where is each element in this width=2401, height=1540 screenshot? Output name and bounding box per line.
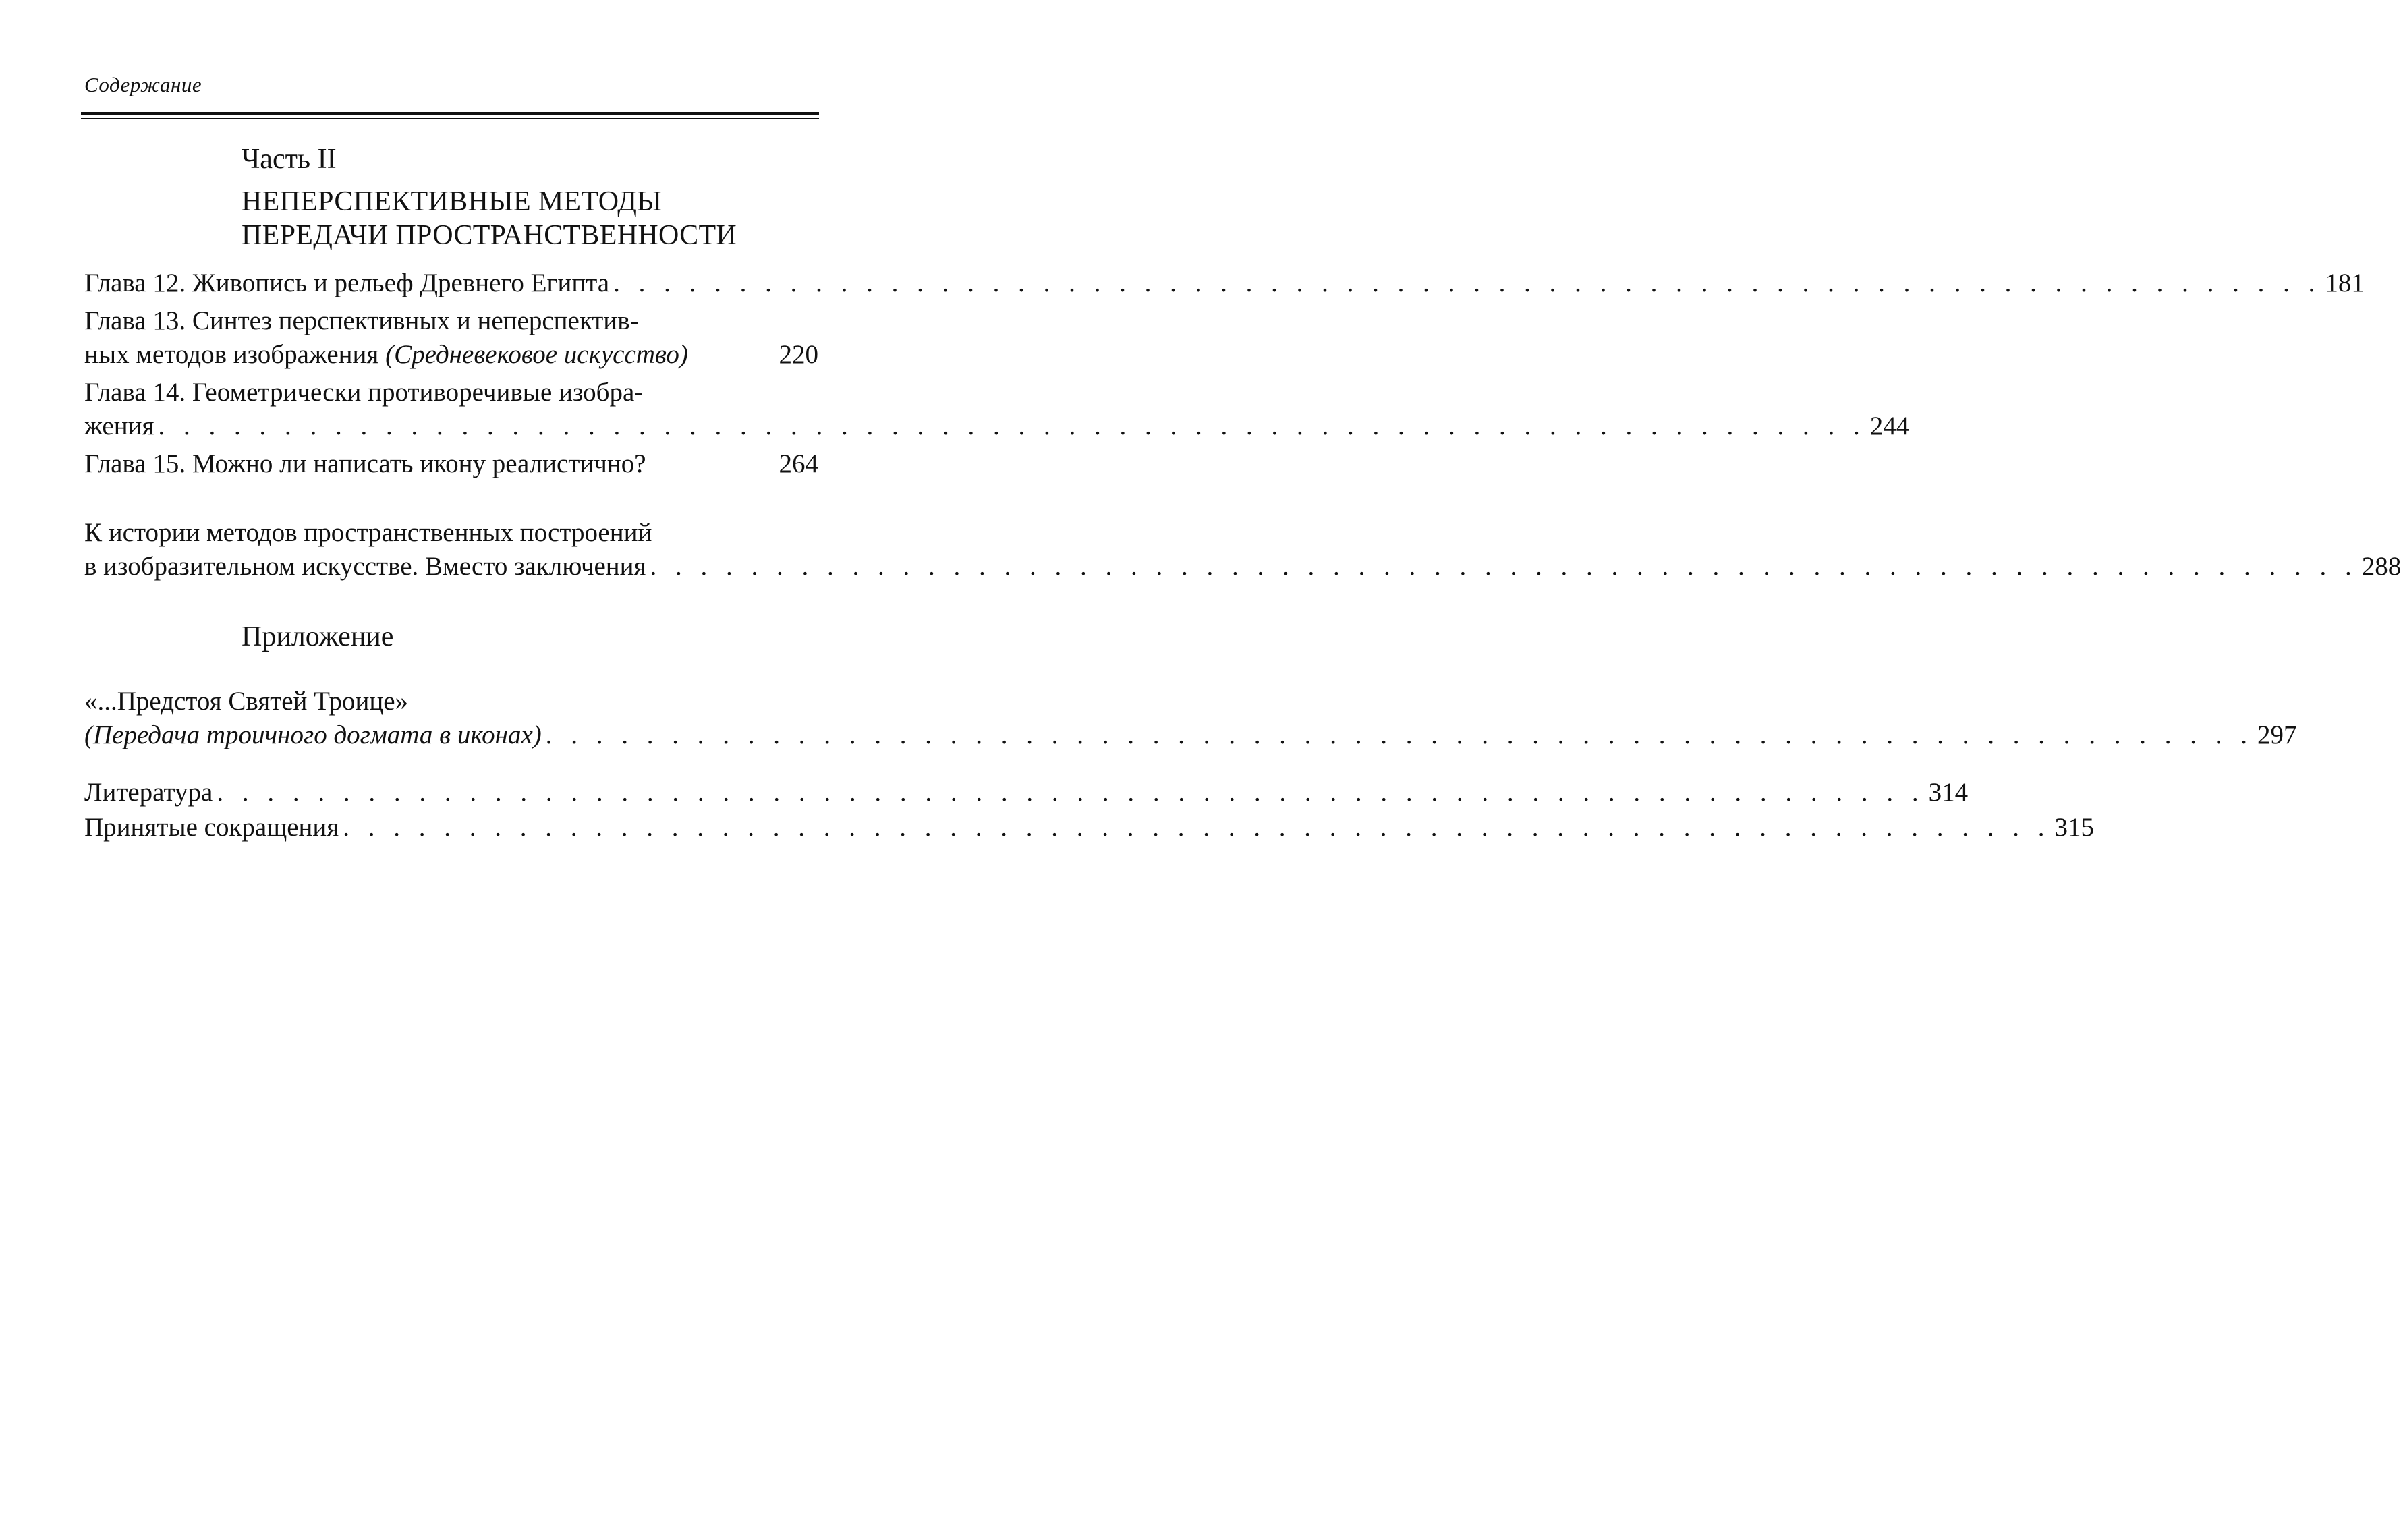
leader-dots: . . . . . . . . . . . . . . . . . . . . . . . . . . . . . . . . . . . . . . . . . . . . . . . . . . . . . . . . . . . . . . . . . . . .: [217, 778, 1925, 807]
toc-entry-title: Принятые сокращения: [84, 813, 339, 842]
toc-page-number: 264: [779, 449, 818, 478]
toc-entry-title-cont: жения: [84, 411, 154, 440]
leader-dots: . . . . . . . . . . . . . . . . . . . . . . . . . . . . . . . . . . . . . . . . . . . . . . . . . . . . . . . . . . . . . . . . . . . .: [613, 268, 2321, 297]
header-rule-thin: [81, 118, 819, 119]
toc-entry-title: Глава 14. Геометрически противоречивые изобра-: [84, 378, 644, 407]
toc-entry-title: «...Предстоя Святей Троице»: [84, 687, 409, 716]
toc-entry-chapter-13[interactable]: [84, 304, 818, 372]
toc-entry-appendix[interactable]: [84, 685, 2297, 752]
leader-dots: . . . . . . . . . . . . . . . . . . . . . . . . . . . . . . . . . . . . . . . . . . . . . . . . . . . . . . . . . . . . . . . . . . . .: [545, 720, 2254, 749]
back-matter-list: [84, 776, 2094, 845]
toc-entry-chapter-14[interactable]: [84, 376, 1910, 443]
part-heading: [242, 142, 737, 252]
toc-page-number: 244: [1869, 411, 1910, 440]
toc-entry-title: Глава 15. Можно ли написать икону реалистично?: [84, 449, 646, 478]
leader-dots: . . . . . . . . . . . . . . . . . . . . . . . . . . . . . . . . . . . . . . . . . . . . . . . . . . . . . . . . . . . . . . . . . . . .: [343, 813, 2051, 842]
part-title-line-2: ПЕРЕДАЧИ ПРОСТРАНСТВЕННОСТИ: [242, 220, 737, 251]
part-title-line-1: НЕПЕРСПЕКТИВНЫЕ МЕТОДЫ: [242, 186, 662, 217]
leader-dots: . . . . . . . . . . . . . . . . . . . . . . . . . . . . . . . . . . . . . . . . . . . . . . . . . . . . . . . . . . . . . . . . . . . .: [650, 552, 2358, 581]
toc-entry-abbreviations[interactable]: [84, 811, 2094, 845]
toc-page-number: 220: [779, 340, 818, 369]
toc-entry-title-cont: ных методов изображения: [84, 340, 386, 369]
toc-entry-title: Глава 13. Синтез перспективных и неперспектив-: [84, 306, 639, 335]
toc-entry-title: Глава 12. Живопись и рельеф Древнего Египта: [84, 268, 610, 297]
toc-entry-subtitle: (Средневековое искусство): [385, 340, 688, 369]
toc-page-number: 314: [1928, 778, 1969, 807]
toc-entry-subtitle: (Передача троичного догмата в иконах): [84, 720, 542, 749]
toc-entry-chapter-12[interactable]: [84, 266, 2365, 300]
toc-page-number: 315: [2054, 813, 2094, 842]
leader-dots: . . . . . . . . . . . . . . . . . . . . . . . . . . . . . . . . . . . . . . . . . . . . . . . . . . . . . . . . . . . . . . . . . . . .: [158, 411, 1866, 440]
toc-entry-literature[interactable]: [84, 776, 1969, 809]
toc-page-number: 288: [2361, 552, 2401, 581]
part-label: Часть II: [242, 144, 337, 175]
toc-page-number: 181: [2325, 268, 2365, 297]
running-head: Содержание: [84, 73, 202, 96]
toc-entry-afterword[interactable]: [84, 516, 2401, 583]
header-rule-thick: [81, 112, 819, 115]
appendix-heading: Приложение: [242, 621, 394, 652]
toc-page-number: 297: [2257, 720, 2297, 749]
toc-entry-title-cont: в изобразительном искусстве. Вместо заключения: [84, 552, 646, 581]
toc-entry-title: К истории методов пространственных построений: [84, 518, 652, 547]
toc-entry-chapter-15[interactable]: [84, 447, 818, 481]
toc-entry-title: Литература: [84, 778, 213, 807]
chapter-list: [84, 266, 2365, 481]
